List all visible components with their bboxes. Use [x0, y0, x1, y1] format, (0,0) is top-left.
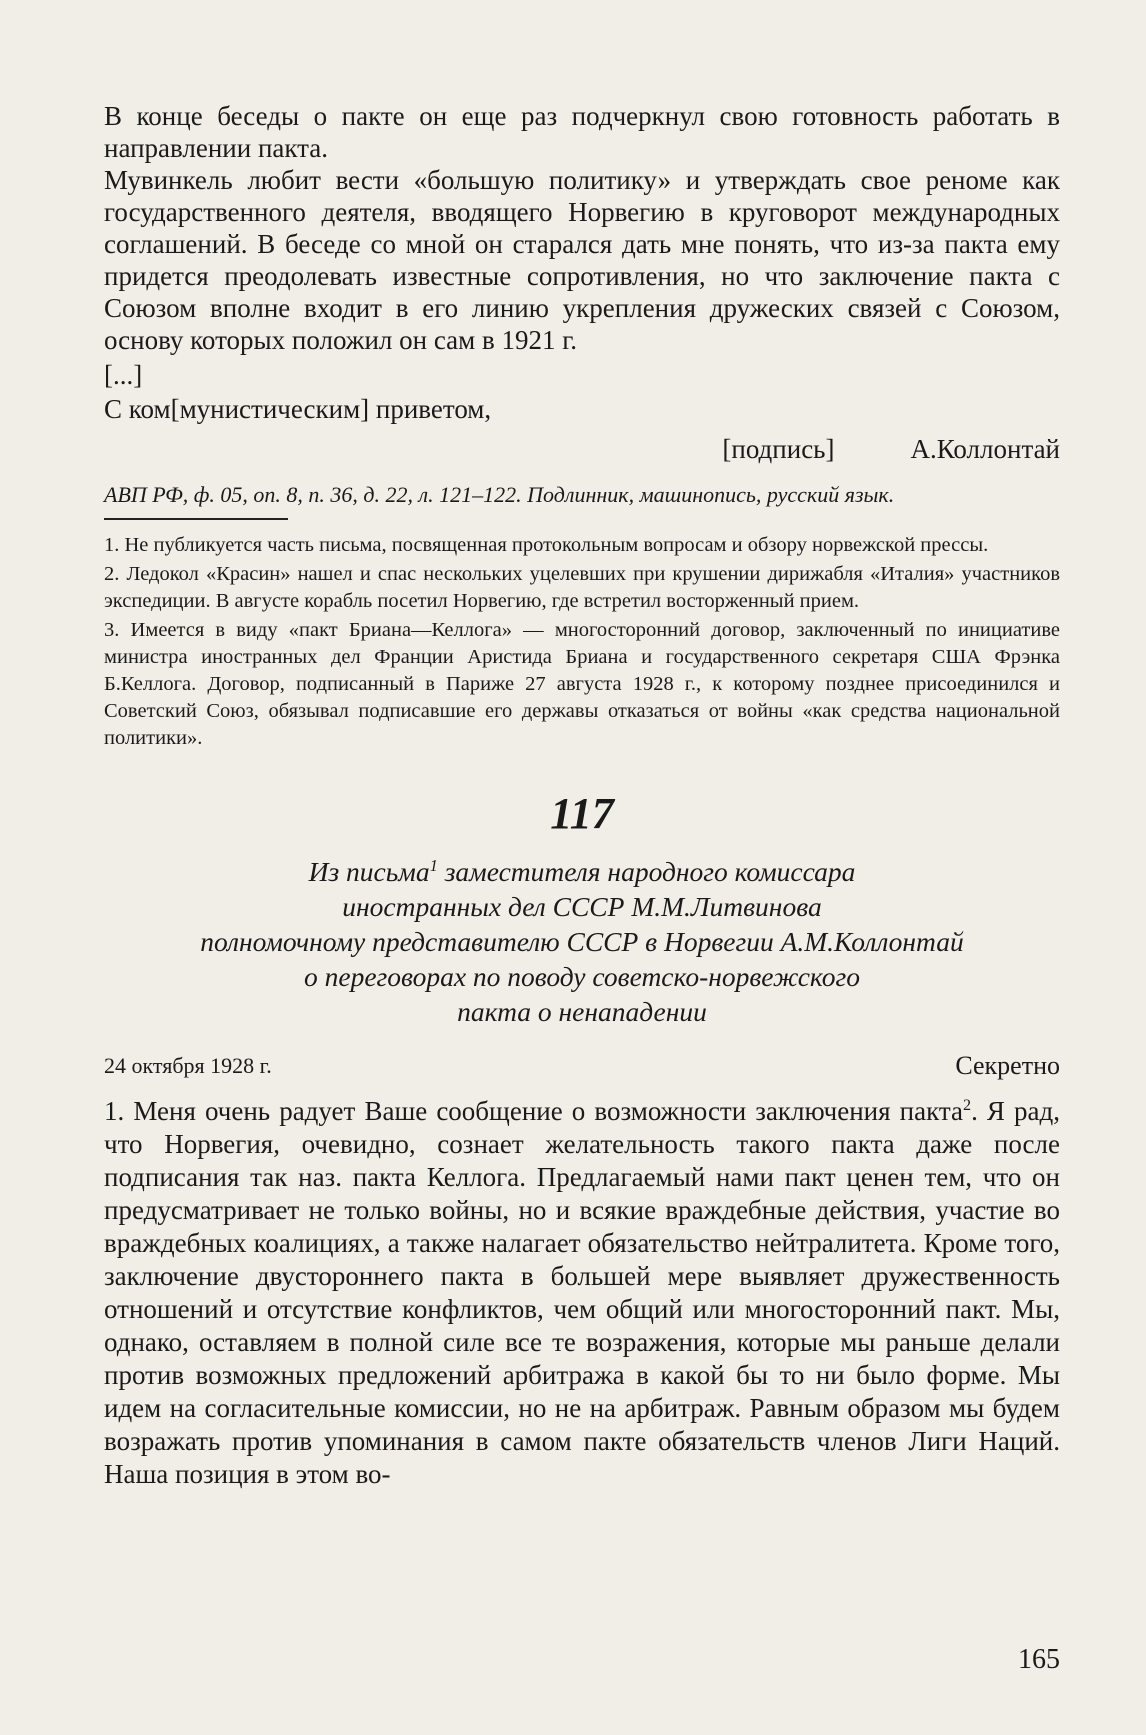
document-number: 117 — [550, 789, 614, 838]
footnote: 1. Не публикуется часть письма, посвященная протокольным вопросам и обзору норвежской прессы. — [104, 534, 989, 556]
dateline — [104, 1049, 1060, 1083]
footnote-ref: 2 — [962, 1096, 972, 1114]
page-content — [104, 100, 1060, 1491]
document-title — [104, 854, 1060, 1029]
closing-greeting: С ком[мунистическим] приветом, — [104, 394, 492, 424]
classification-label: Секретно — [955, 1051, 1060, 1080]
signature-note: [подпись] — [722, 434, 835, 464]
document-date: 24 октября 1928 г. — [104, 1053, 272, 1078]
title-suffix: заместителя народного комиссара — [437, 856, 856, 887]
archive-source: АВП РФ, ф. 05, оп. 8, п. 36, д. 22, л. 121–122. Подлинник, машинопись, русский язык. — [104, 482, 895, 507]
footnote: 2. Ледокол «Красин» нашел и спас нескольких уцелевших при крушении дирижабля «Италия» участников экспедиции. В августе корабль посетил Норвегию, где встретил восторженный прием. — [104, 563, 1060, 612]
document-title-line: о переговорах по поводу советско-норвежского — [304, 961, 860, 992]
body-text: 1. Меня очень радует Ваше сообщение о возможности заключения пакта — [104, 1096, 963, 1126]
document-title-line — [104, 854, 1060, 889]
footnote-divider — [104, 518, 288, 520]
page-number: 165 — [1018, 1644, 1060, 1675]
omission-marker: [...] — [104, 360, 143, 390]
document-title-line: полномочному представителю СССР в Норвегии А.М.Коллонтай — [200, 926, 964, 957]
body-text: . Я рад, что Норвегия, очевидно, сознает желательность такого пакта даже после подписания так наз. пакта Келлога. Предлагаемый нами пакт ценен тем, что он предусматривает не только войны, но и всякие враждебные действия, участие во враждебных коалициях, а также налагает обязательство нейтралитета. Кроме того, заключение двустороннего пакта в большей мере выявляет дружественность отношений и отсутствие конфликтов, чем общий или многосторонний пакт. Мы, однако, оставляем в полной силе все те возражения, которые мы раньше делали против возможных предложений арбитража в какой бы то ни было форме. Мы идем на согласительные комиссии, но не на арбитраж. Равным образом мы будем возражать против упоминания в самом пакте обязательств членов Лиги Наций. Наша позиция в этом во- — [104, 1096, 1061, 1489]
document-title-line: иностранных дел СССР М.М.Литвинова — [342, 891, 822, 922]
footnote-ref: 1 — [429, 855, 438, 875]
signature-name: А.Коллонтай — [910, 434, 1060, 464]
signature-line — [104, 432, 1060, 466]
document-body — [104, 1095, 1060, 1491]
title-prefix: Из письма — [308, 856, 430, 887]
paragraph: В конце беседы о пакте он еще раз подчеркнул свою готовность работать в направлении пакта. — [104, 101, 1060, 163]
paragraph: Мувинкель любит вести «большую политику» и утверждать свое реноме как государственного деятеля, вводящего Норвегию в круговорот международных соглашений. В беседе со мной он старался дать мне понять, что из-за пакта ему придется преодолевать известные сопротивления, но что заключение пакта с Союзом вполне входит в его линию укрепления дружеских связей с Союзом, основу которых положил он сам в 1921 г. — [104, 165, 1060, 355]
footnote: 3. Имеется в виду «пакт Бриана—Келлога» — многосторонний договор, заключенный по инициативе министра иностранных дел Франции Аристида Бриана и государственного секретаря США Фрэнка Б.Келлога. Договор, подписанный в Париже 27 августа 1928 г., к которому позднее присоединился и Советский Союз, обязывал подписавшие его державы отказаться от войны «как средства национальной политики». — [104, 619, 1060, 749]
document-title-line: пакта о ненападении — [457, 996, 707, 1027]
